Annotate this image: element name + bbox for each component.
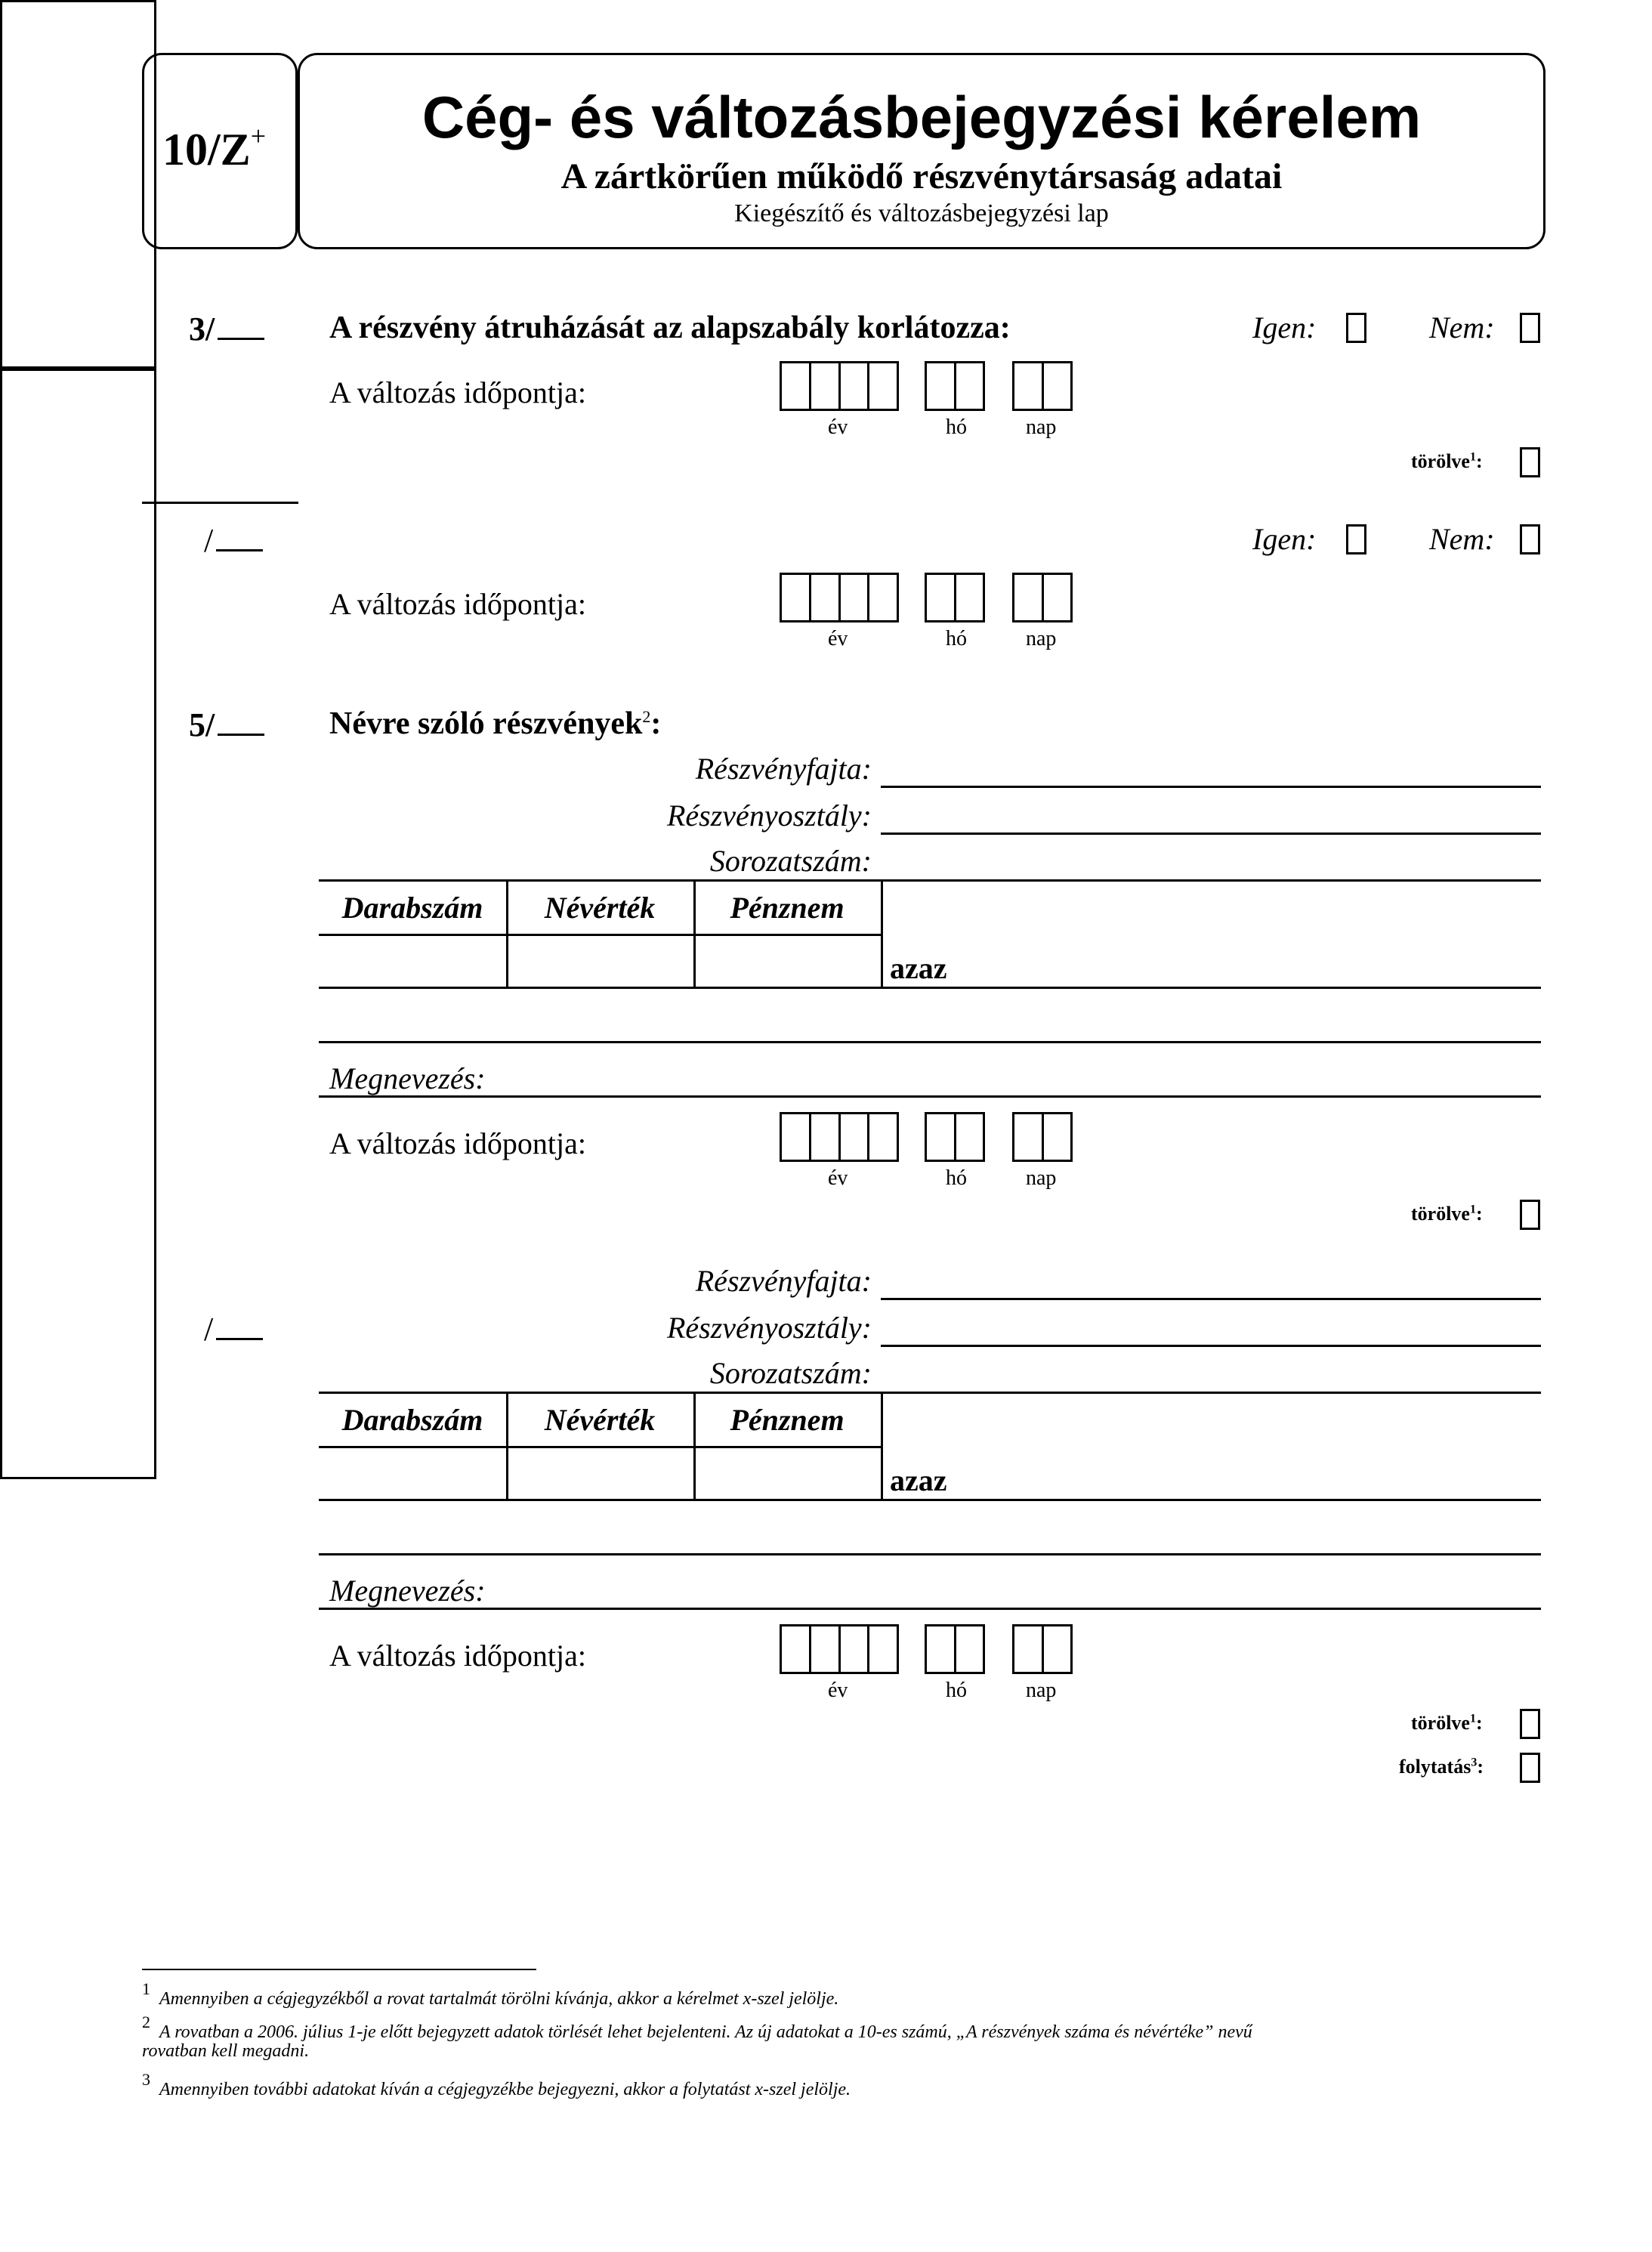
footnote-separator <box>142 1969 536 1970</box>
table-top-line <box>319 1392 1541 1394</box>
day-caption: nap <box>1026 415 1057 439</box>
series-label: Sorozatszám: <box>709 1356 872 1390</box>
name-field[interactable] <box>319 1608 1541 1610</box>
col-header-count: Darabszám <box>341 1403 483 1437</box>
form-code: 10/Z+ <box>162 121 267 175</box>
share-type-label: Részvényfajta: <box>695 1264 872 1298</box>
share-class-field[interactable] <box>881 833 1541 835</box>
month-caption: hó <box>946 1679 967 1702</box>
footnote-3: $^3$Amennyiben további adatokat kíván a cégjegyzékbe bejegyezni, akkor a folytatást x-szel jelölje. <box>142 2070 851 2099</box>
page-title: Cég- és változásbejegyzési kérelem <box>421 84 1422 150</box>
date-day-input[interactable] <box>1012 1112 1073 1162</box>
section-5-title: Névre szóló részvények$^2$: <box>329 706 662 741</box>
share-type-field[interactable] <box>881 1298 1541 1300</box>
section-5-label: 5/ <box>189 706 264 744</box>
table-top-line <box>319 879 1541 882</box>
date-year-input[interactable] <box>780 1112 899 1162</box>
deleted-checkbox[interactable] <box>1520 447 1540 477</box>
share-class-label: Részvényosztály: <box>666 799 872 833</box>
name-label: Megnevezés: <box>329 1574 486 1608</box>
igen-label: Igen: <box>1252 310 1317 344</box>
month-caption: hó <box>946 627 967 650</box>
nem-checkbox[interactable] <box>1520 524 1540 555</box>
table-col-divider <box>881 1392 883 1499</box>
count-input[interactable] <box>320 1449 505 1497</box>
footnote-1: $^1$Amennyiben a cégjegyzékből a rovat tartalmát törölni kívánja, akkor a kérelmet x-szel jelölje. <box>142 1979 839 2009</box>
change-date-label: A változás időpontja: <box>329 375 586 409</box>
share-class-label: Részvényosztály: <box>666 1311 872 1345</box>
nominal-input[interactable] <box>508 1449 692 1497</box>
igen-label: Igen: <box>1252 522 1317 556</box>
azaz-label: azaz <box>890 951 947 985</box>
section-3-question: A részvény átruházását az alapszabály korlátozza: <box>329 310 1011 345</box>
col-header-nominal: Névérték <box>544 891 656 925</box>
date-year-input[interactable] <box>780 573 899 622</box>
amount-words-field[interactable] <box>319 1553 1541 1555</box>
change-date-label: A változás időpontja: <box>329 1639 586 1673</box>
amount-words-field[interactable] <box>319 1041 1541 1043</box>
currency-input[interactable] <box>695 1449 879 1497</box>
nem-label: Nem: <box>1429 310 1495 344</box>
date-month-input[interactable] <box>925 573 985 622</box>
deleted-checkbox[interactable] <box>1520 1200 1540 1230</box>
table-bottom-line <box>319 1499 1541 1501</box>
series-label: Sorozatszám: <box>709 844 872 878</box>
year-caption: év <box>828 1679 848 1702</box>
date-month-input[interactable] <box>925 1624 985 1674</box>
continue-checkbox[interactable] <box>1520 1753 1540 1783</box>
footnote-2-continued: rovatban kell megadni. <box>142 2041 310 2061</box>
table-header-line <box>319 1446 881 1448</box>
year-caption: év <box>828 627 848 650</box>
page-subsubtitle: Kiegészítő és változásbejegyzési lap <box>734 199 1109 227</box>
nominal-input[interactable] <box>508 937 692 985</box>
deleted-label: törölve$^1$: <box>1411 1712 1483 1734</box>
section-5-box <box>0 369 156 1479</box>
col-header-count: Darabszám <box>341 891 483 925</box>
name-field[interactable] <box>319 1095 1541 1098</box>
section-3-label: 3/ <box>189 310 264 348</box>
igen-checkbox[interactable] <box>1346 313 1366 343</box>
date-month-input[interactable] <box>925 1112 985 1162</box>
month-caption: hó <box>946 1166 967 1190</box>
share-type-label: Részvényfajta: <box>695 752 872 786</box>
col-header-nominal: Névérték <box>544 1403 656 1437</box>
section-3-box <box>0 0 156 369</box>
nem-checkbox[interactable] <box>1520 313 1540 343</box>
section-3-divider <box>142 502 298 504</box>
change-date-label: A változás időpontja: <box>329 587 586 621</box>
deleted-label: törölve$^1$: <box>1411 450 1483 472</box>
continue-label: folytatás$^3$: <box>1399 1756 1484 1778</box>
deleted-checkbox[interactable] <box>1520 1709 1540 1739</box>
change-date-label: A változás időpontja: <box>329 1126 586 1160</box>
table-bottom-line <box>319 987 1541 989</box>
day-caption: nap <box>1026 1166 1057 1190</box>
table-col-divider <box>881 879 883 987</box>
section-3-second-label: / <box>204 521 263 560</box>
azaz-label: azaz <box>890 1463 947 1497</box>
date-day-input[interactable] <box>1012 573 1073 622</box>
month-caption: hó <box>946 415 967 439</box>
date-day-input[interactable] <box>1012 361 1073 411</box>
nem-label: Nem: <box>1429 522 1495 556</box>
share-type-field[interactable] <box>881 786 1541 788</box>
day-caption: nap <box>1026 1679 1057 1702</box>
footnote-2: $^2$A rovatban a 2006. július 1-je előtt bejegyzett adatok törlését lehet bejelenteni. Az új adatokat a 10-es számú, „A részvények száma és névértéke” nevű <box>142 2013 1252 2042</box>
day-caption: nap <box>1026 627 1057 650</box>
date-year-input[interactable] <box>780 361 899 411</box>
date-month-input[interactable] <box>925 361 985 411</box>
deleted-label: törölve$^1$: <box>1411 1203 1483 1225</box>
date-year-input[interactable] <box>780 1624 899 1674</box>
share-class-field[interactable] <box>881 1345 1541 1347</box>
table-header-line <box>319 934 881 936</box>
section-5-second-label: / <box>204 1310 263 1348</box>
page-subtitle: A zártkörűen működő részvénytársaság adatai <box>560 156 1283 196</box>
year-caption: év <box>828 415 848 439</box>
col-header-currency: Pénznem <box>730 1403 845 1437</box>
col-header-currency: Pénznem <box>730 891 845 925</box>
year-caption: év <box>828 1166 848 1190</box>
name-label: Megnevezés: <box>329 1061 486 1095</box>
count-input[interactable] <box>320 937 505 985</box>
currency-input[interactable] <box>695 937 879 985</box>
igen-checkbox[interactable] <box>1346 524 1366 555</box>
date-day-input[interactable] <box>1012 1624 1073 1674</box>
